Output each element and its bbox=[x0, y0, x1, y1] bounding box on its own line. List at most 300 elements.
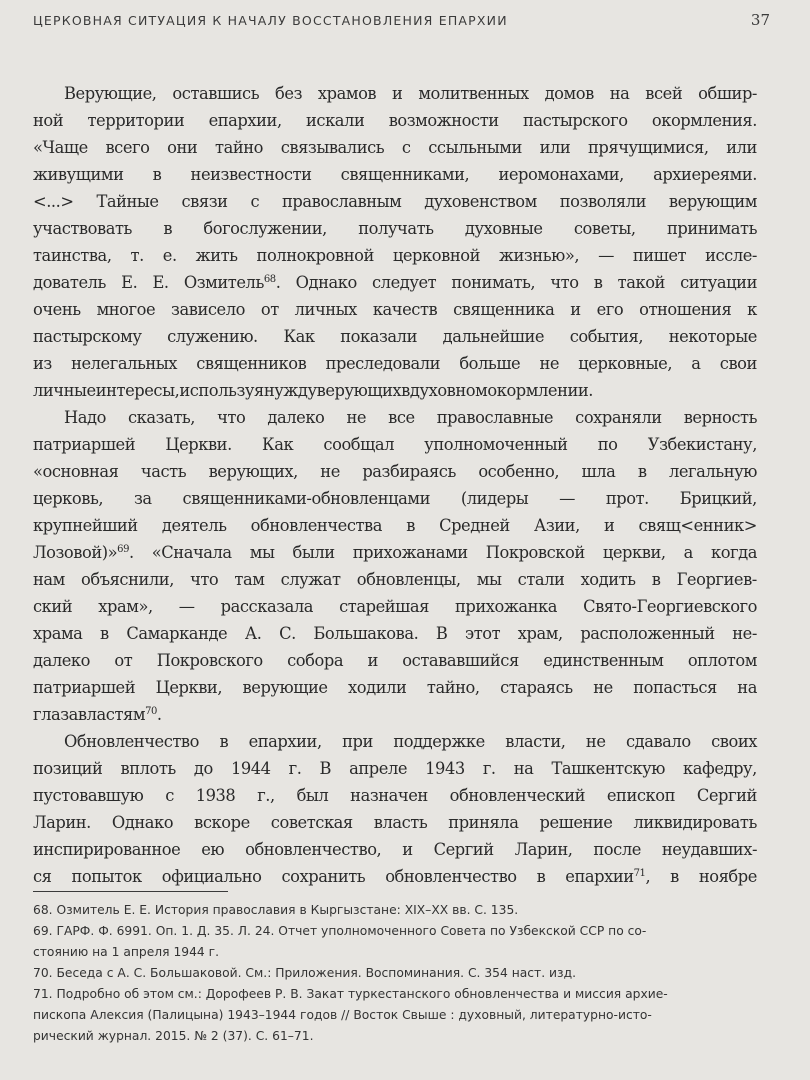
word: остававшийся bbox=[402, 651, 519, 670]
text-line bbox=[33, 620, 757, 647]
text-line bbox=[33, 674, 757, 701]
word: принимать bbox=[666, 219, 757, 238]
footnote-line: 71. Подробно об этом см.: Дорофеев Р. В. Закат туркестанского обновленчества и миссия архие- bbox=[33, 987, 668, 1001]
word: уполномоченный bbox=[424, 435, 568, 454]
text-line bbox=[33, 242, 757, 269]
word: кафедру, bbox=[683, 759, 757, 778]
word: официально bbox=[161, 867, 262, 886]
word: вскоре bbox=[194, 813, 250, 832]
word: с bbox=[401, 138, 411, 157]
word: епархии$^{71}$, bbox=[565, 867, 651, 886]
word: православные bbox=[436, 408, 554, 427]
word: его bbox=[596, 300, 624, 319]
word: храма bbox=[33, 624, 83, 643]
word: стали bbox=[517, 570, 565, 589]
word: обновленческий bbox=[449, 786, 586, 805]
word: в bbox=[637, 462, 647, 481]
word: окормления. bbox=[651, 111, 757, 130]
word: позволяли bbox=[559, 192, 647, 211]
word: дователь bbox=[33, 273, 106, 292]
word: архиереями. bbox=[653, 165, 757, 184]
word: обновленцы, bbox=[356, 570, 461, 589]
word: жизнью», bbox=[498, 246, 580, 265]
word: обшир- bbox=[698, 84, 757, 103]
word: А. bbox=[244, 624, 262, 643]
word: ноябре bbox=[698, 867, 757, 886]
footnotes bbox=[33, 900, 757, 1047]
word: в bbox=[219, 732, 229, 751]
word: Е. bbox=[152, 273, 169, 292]
word: г. bbox=[482, 759, 496, 778]
footnote-reference: 70 bbox=[145, 706, 157, 717]
word: до bbox=[193, 759, 213, 778]
word: обновленчества bbox=[250, 516, 383, 535]
word: следует bbox=[372, 273, 437, 292]
word: г. bbox=[288, 759, 302, 778]
word: верующие bbox=[242, 678, 328, 697]
text-line bbox=[33, 134, 757, 161]
word: что bbox=[550, 273, 579, 292]
word: территории bbox=[87, 111, 185, 130]
word: г., bbox=[257, 786, 275, 805]
word: Свято-Георгиевского bbox=[583, 597, 757, 616]
word: Сергий bbox=[433, 840, 494, 859]
word: сохраняли bbox=[575, 408, 662, 427]
text-line bbox=[33, 188, 757, 215]
word: Как bbox=[283, 327, 315, 346]
word: ситуации bbox=[680, 273, 757, 292]
word: Однако bbox=[111, 813, 174, 832]
word: глаза bbox=[33, 705, 78, 724]
word: разбираясь bbox=[362, 462, 456, 481]
word: в bbox=[401, 381, 410, 400]
word: прихожанка bbox=[454, 597, 558, 616]
word: 1938 bbox=[195, 786, 236, 805]
word: попасться bbox=[633, 678, 717, 697]
word: далеко bbox=[33, 651, 90, 670]
word: Как bbox=[262, 435, 294, 454]
word: за bbox=[133, 489, 152, 508]
word: власть bbox=[373, 813, 428, 832]
word: возможности bbox=[388, 111, 499, 130]
word: сообщал bbox=[323, 435, 394, 454]
word: «Чаще bbox=[33, 138, 88, 157]
word: позиций bbox=[33, 759, 103, 778]
word: ходить bbox=[580, 570, 636, 589]
word: священника bbox=[453, 300, 555, 319]
word: рассказала bbox=[220, 597, 314, 616]
page-header bbox=[33, 8, 770, 32]
word: в bbox=[406, 516, 415, 535]
word: когда bbox=[710, 543, 757, 562]
word: нужду bbox=[263, 381, 317, 400]
text-line bbox=[33, 566, 757, 593]
word: на bbox=[737, 678, 757, 697]
word: не bbox=[346, 408, 367, 427]
word: там bbox=[234, 570, 265, 589]
text-line bbox=[33, 161, 757, 188]
word: нам bbox=[33, 570, 65, 589]
word: окормлении. bbox=[487, 381, 593, 400]
word: Азии, bbox=[533, 516, 580, 535]
word: показали bbox=[340, 327, 417, 346]
text-line bbox=[33, 269, 757, 296]
word: связывались bbox=[280, 138, 385, 157]
word: богослужении, bbox=[203, 219, 327, 238]
word: тайно bbox=[215, 138, 263, 157]
word: духовенством bbox=[424, 192, 537, 211]
word: искали bbox=[306, 111, 365, 130]
word: священниками, bbox=[340, 165, 470, 184]
word: Надо bbox=[64, 408, 106, 427]
word: епископ bbox=[606, 786, 676, 805]
word: советская bbox=[270, 813, 353, 832]
running-head: ЦЕРКОВНАЯ СИТУАЦИЯ К НАЧАЛУ ВОССТАНОВЛЕНИЯ ЕПАРХИИ bbox=[33, 12, 508, 28]
word: живущими bbox=[33, 165, 124, 184]
text-line bbox=[33, 836, 757, 863]
word: объяснили, bbox=[81, 570, 174, 589]
word: больше bbox=[459, 354, 521, 373]
word: прихожанами bbox=[352, 543, 468, 562]
word: дальнейшие bbox=[442, 327, 545, 346]
word: 1943 bbox=[425, 759, 465, 778]
word: Ларин, bbox=[514, 840, 573, 859]
text-line bbox=[33, 350, 757, 377]
word: Ташкентскую bbox=[551, 759, 665, 778]
word: Георгиев- bbox=[676, 570, 757, 589]
footnote-line: стоянию на 1 апреля 1944 г. bbox=[33, 945, 220, 959]
word: связи bbox=[181, 192, 228, 211]
word: ссыльными bbox=[428, 138, 522, 157]
footnote-line: пископа Алексия (Палицына) 1943–1944 годов // Восток Свыше : духовный, литературно-исто- bbox=[33, 1008, 652, 1022]
word: молитвенных bbox=[418, 84, 529, 103]
word: церкви, bbox=[602, 543, 666, 562]
word: от bbox=[114, 651, 133, 670]
word: шла bbox=[581, 462, 616, 481]
text-line bbox=[33, 431, 757, 458]
word: обновленчество bbox=[385, 867, 517, 886]
word: и bbox=[603, 516, 615, 535]
word: — bbox=[559, 489, 576, 508]
word: на bbox=[609, 84, 630, 103]
word: неизвестности bbox=[190, 165, 312, 184]
word: ся bbox=[33, 867, 52, 886]
word: в bbox=[152, 165, 162, 184]
word: и bbox=[367, 651, 378, 670]
word: церковной bbox=[392, 246, 480, 265]
word: они bbox=[167, 138, 198, 157]
word: С. bbox=[279, 624, 296, 643]
word: и bbox=[402, 840, 413, 859]
word: собора bbox=[287, 651, 344, 670]
word: а bbox=[683, 543, 693, 562]
text-line bbox=[33, 647, 757, 674]
word: события, bbox=[569, 327, 644, 346]
word: храмов bbox=[317, 84, 377, 103]
word: отношения bbox=[639, 300, 732, 319]
text-line bbox=[33, 458, 757, 485]
word: свои bbox=[719, 354, 757, 373]
word: не bbox=[539, 354, 560, 373]
word: этот bbox=[465, 624, 501, 643]
word: особенно, bbox=[478, 462, 560, 481]
footnote-line: 68. Озмитель Е. Е. История православия в Кыргызстане: XIX–XX вв. С. 135. bbox=[33, 903, 519, 917]
page-number: 37 bbox=[750, 11, 770, 29]
text-line bbox=[33, 485, 757, 512]
word: стараясь bbox=[500, 678, 573, 697]
word: полнокровной bbox=[256, 246, 374, 265]
word: участвовать bbox=[33, 219, 132, 238]
word: интересы, bbox=[95, 381, 180, 400]
word: В bbox=[435, 624, 448, 643]
word: были bbox=[292, 543, 335, 562]
word: православным bbox=[282, 192, 402, 211]
word: не bbox=[593, 678, 613, 697]
word: — bbox=[598, 246, 614, 265]
word: крупнейший bbox=[33, 516, 138, 535]
word: церковь, bbox=[33, 489, 104, 508]
word: не- bbox=[732, 624, 757, 643]
word: Покровской bbox=[485, 543, 585, 562]
word: иссле- bbox=[705, 246, 757, 265]
word: Е. bbox=[121, 273, 138, 292]
main-text bbox=[33, 80, 757, 890]
word: ходили bbox=[348, 678, 407, 697]
word: обновленчество, bbox=[245, 840, 382, 859]
word: ский bbox=[33, 597, 73, 616]
word: нелегальных bbox=[71, 354, 178, 373]
word: т. bbox=[130, 246, 144, 265]
footnote-reference: 71 bbox=[633, 868, 646, 879]
word: Средней bbox=[439, 516, 510, 535]
word: без bbox=[275, 84, 303, 103]
text-line bbox=[33, 323, 757, 350]
word: всего bbox=[105, 138, 150, 157]
text-line bbox=[33, 539, 757, 566]
word: в bbox=[163, 219, 173, 238]
text-line bbox=[33, 701, 757, 728]
word: понимать, bbox=[451, 273, 536, 292]
word: личных bbox=[294, 300, 357, 319]
word: Узбекистану, bbox=[647, 435, 757, 454]
word: сохранить bbox=[281, 867, 366, 886]
word: Верующие, bbox=[64, 84, 157, 103]
word: неудавших- bbox=[661, 840, 757, 859]
word: властям$^{70}$. bbox=[77, 705, 162, 724]
footnote-reference: 68 bbox=[263, 274, 276, 285]
word: «Сначала bbox=[151, 543, 232, 562]
word: прячущимися, bbox=[588, 138, 709, 157]
word: получать bbox=[358, 219, 434, 238]
word: Самарканде bbox=[126, 624, 228, 643]
word: инспирированное bbox=[33, 840, 181, 859]
text-line bbox=[33, 728, 757, 755]
word: поддержке bbox=[393, 732, 485, 751]
word: свящ<енник> bbox=[638, 516, 757, 535]
word: Брицкий, bbox=[679, 489, 757, 508]
word: мы bbox=[476, 570, 502, 589]
word: Лозовой)»$^{69}$. bbox=[33, 543, 134, 562]
word: тайно, bbox=[426, 678, 480, 697]
footnote-line: 69. ГАРФ. Ф. 6991. Оп. 1. Д. 35. Л. 24. Отчет уполномоченного Совета по Узбекской ССР по со- bbox=[33, 924, 647, 938]
word: власти, bbox=[505, 732, 566, 751]
word: духовные bbox=[464, 219, 543, 238]
word: такой bbox=[617, 273, 665, 292]
word: при bbox=[342, 732, 373, 751]
footnote-line: 70. Беседа с А. С. Большаковой. См.: Приложения. Воспоминания. С. 354 наст. изд. bbox=[33, 966, 576, 980]
word: оставшись bbox=[172, 84, 260, 103]
word: старейшая bbox=[339, 597, 429, 616]
word: жить bbox=[195, 246, 238, 265]
word: личные bbox=[33, 381, 96, 400]
word: ликвидировать bbox=[633, 813, 757, 832]
word: «основная bbox=[33, 462, 119, 481]
word: Обновленчество bbox=[64, 732, 199, 751]
word: легальную bbox=[668, 462, 757, 481]
word: ной bbox=[33, 111, 64, 130]
word: расположенный bbox=[580, 624, 715, 643]
word: домов bbox=[544, 84, 594, 103]
word: Сергий bbox=[696, 786, 757, 805]
word: что bbox=[190, 570, 219, 589]
word: Ларин. bbox=[33, 813, 91, 832]
word: 1944 bbox=[230, 759, 271, 778]
word: и bbox=[570, 300, 581, 319]
word: верность bbox=[683, 408, 757, 427]
word: решение bbox=[539, 813, 613, 832]
word: духовном bbox=[409, 381, 488, 400]
word: апреле bbox=[349, 759, 408, 778]
word: Церкви, bbox=[155, 678, 223, 697]
word: далеко bbox=[267, 408, 325, 427]
word: в bbox=[670, 867, 679, 886]
word: по bbox=[597, 435, 618, 454]
word: и bbox=[392, 84, 403, 103]
word: пустовавшую bbox=[33, 786, 144, 805]
word: от bbox=[260, 300, 279, 319]
word: назначен bbox=[350, 786, 428, 805]
word: был bbox=[296, 786, 329, 805]
word: или bbox=[726, 138, 757, 157]
word: попыток bbox=[71, 867, 142, 886]
text-line bbox=[33, 809, 757, 836]
word: верующим bbox=[668, 192, 757, 211]
word: к bbox=[747, 300, 757, 319]
footnote-separator bbox=[33, 891, 228, 892]
word: в bbox=[100, 624, 109, 643]
word: Большакова. bbox=[313, 624, 419, 643]
word: пишет bbox=[632, 246, 687, 265]
word: все bbox=[388, 408, 415, 427]
word: некоторые bbox=[668, 327, 757, 346]
word: ею bbox=[201, 840, 225, 859]
word: служению. bbox=[167, 327, 258, 346]
word: пастырского bbox=[523, 111, 628, 130]
word: церковные, bbox=[578, 354, 673, 373]
word: приняла bbox=[448, 813, 519, 832]
word: е. bbox=[162, 246, 177, 265]
word: качеств bbox=[372, 300, 438, 319]
word: В bbox=[319, 759, 332, 778]
footnote-reference: 69 bbox=[117, 544, 129, 555]
word: Озмитель$^{68}$. bbox=[183, 273, 281, 292]
word: с bbox=[250, 192, 260, 211]
text-line bbox=[33, 377, 757, 404]
word: Тайные bbox=[96, 192, 159, 211]
word: храм, bbox=[517, 624, 563, 643]
word: своих bbox=[711, 732, 757, 751]
word: часть bbox=[140, 462, 187, 481]
word: зависело bbox=[171, 300, 245, 319]
word: из bbox=[33, 354, 52, 373]
word: а bbox=[691, 354, 701, 373]
word: в bbox=[651, 570, 661, 589]
word: мы bbox=[249, 543, 275, 562]
word: единственным bbox=[543, 651, 664, 670]
word: патриаршей bbox=[33, 678, 136, 697]
word: советы, bbox=[573, 219, 636, 238]
word: <...> bbox=[33, 192, 74, 211]
word: в bbox=[593, 273, 603, 292]
word: на bbox=[513, 759, 534, 778]
word: Покровского bbox=[156, 651, 263, 670]
word: епархии, bbox=[248, 732, 322, 751]
word: служат bbox=[280, 570, 341, 589]
word: вплоть bbox=[120, 759, 176, 778]
word: оплотом bbox=[687, 651, 757, 670]
word: преследовали bbox=[325, 354, 441, 373]
text-line bbox=[33, 755, 757, 782]
word: Однако bbox=[295, 273, 357, 292]
word: не bbox=[320, 462, 340, 481]
word: верующих bbox=[316, 381, 402, 400]
word: с bbox=[165, 786, 174, 805]
text-line bbox=[33, 404, 757, 431]
word: пастырскому bbox=[33, 327, 142, 346]
word: после bbox=[593, 840, 641, 859]
word: верующих, bbox=[208, 462, 298, 481]
footnote-line: рический журнал. 2015. № 2 (37). С. 61–71. bbox=[33, 1029, 314, 1043]
word: используя bbox=[179, 381, 264, 400]
text-line bbox=[33, 215, 757, 242]
word: священниками-обновленцами bbox=[182, 489, 431, 508]
word: сказать, bbox=[128, 408, 196, 427]
word: (лидеры bbox=[460, 489, 529, 508]
word: или bbox=[539, 138, 571, 157]
word: что bbox=[217, 408, 246, 427]
word: священников bbox=[196, 354, 307, 373]
text-line bbox=[33, 512, 757, 539]
word: храм», bbox=[98, 597, 153, 616]
word: Церкви. bbox=[165, 435, 232, 454]
text-line bbox=[33, 782, 757, 809]
word: патриаршей bbox=[33, 435, 136, 454]
word: не bbox=[585, 732, 606, 751]
word: таинства, bbox=[33, 246, 112, 265]
word: в bbox=[536, 867, 546, 886]
word: иеромонахами, bbox=[498, 165, 624, 184]
text-line bbox=[33, 107, 757, 134]
word: многое bbox=[96, 300, 156, 319]
text-line bbox=[33, 296, 757, 323]
word: прот. bbox=[605, 489, 649, 508]
text-line bbox=[33, 80, 757, 107]
word: очень bbox=[33, 300, 81, 319]
word: епархии, bbox=[208, 111, 282, 130]
word: деятель bbox=[161, 516, 227, 535]
word: сдавало bbox=[625, 732, 691, 751]
word: — bbox=[178, 597, 195, 616]
